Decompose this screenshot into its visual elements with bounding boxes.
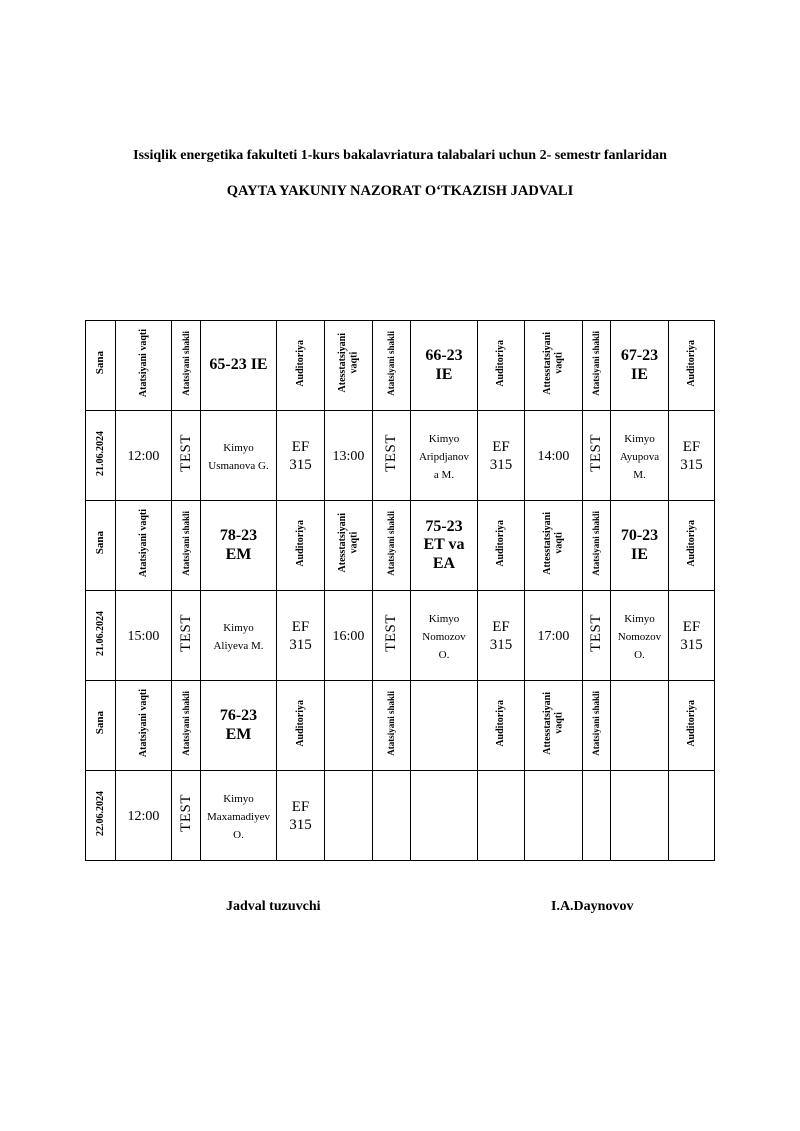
empty-cell [611,771,669,861]
group-header: 75-23 ET va EA [411,501,478,591]
time-cell: 13:00 [325,411,373,501]
room-header: Auditoriya [277,501,325,591]
form-header: Atatsiyani shakli [373,501,411,591]
empty-cell [478,771,525,861]
schedule-table [85,320,715,861]
group-header: 65-23 IE [201,321,277,411]
sana-header: Sana [86,501,116,591]
time-header: Attesstatsiyani vaqti [525,681,583,771]
group-header: 76-23 EM [201,681,277,771]
time-cell: 14:00 [525,411,583,501]
time-header: Atatsiyani vaqti [116,321,172,411]
form-cell: TEST [172,411,201,501]
room-cell: EF 315 [669,591,715,681]
room-header: Auditoriya [478,681,525,771]
empty-cell [411,771,478,861]
sana-header: Sana [86,321,116,411]
form-cell: TEST [583,591,611,681]
form-header: Atatsiyani shakli [172,501,201,591]
room-header: Auditoriya [277,681,325,771]
subject-cell: Kimyo Aripdjanov a M. [411,411,478,501]
date-cell: 21.06.2024 [86,591,116,681]
group-header: 67-23 IE [611,321,669,411]
group-header: 70-23 IE [611,501,669,591]
time-cell: 17:00 [525,591,583,681]
time-cell: 12:00 [116,411,172,501]
time-cell: 16:00 [325,591,373,681]
document-subtitle: QAYTA YAKUNIY NAZORAT O‘TKAZISH JADVALI [226,183,574,199]
time-header: Atesstatsiyani vaqti [325,501,373,591]
form-header: Atatsiyani shakli [583,321,611,411]
form-header: Atatsiyani shakli [583,501,611,591]
data-row [86,771,715,861]
form-cell: TEST [583,411,611,501]
empty-cell [411,681,478,771]
time-header: Atatsiyani vaqti [116,681,172,771]
data-row [86,411,715,501]
sana-header: Sana [86,681,116,771]
room-cell: EF 315 [478,591,525,681]
room-cell: EF 315 [669,411,715,501]
form-cell: TEST [373,591,411,681]
room-header: Auditoriya [669,681,715,771]
empty-cell [611,681,669,771]
time-header: Atatsiyani vaqti [116,501,172,591]
group-header: 66-23 IE [411,321,478,411]
room-cell: EF 315 [277,411,325,501]
subject-cell: Kimyo Aliyeva M. [201,591,277,681]
empty-cell [669,771,715,861]
empty-cell [583,771,611,861]
subject-cell: Kimyo Nomozov O. [611,591,669,681]
subject-cell: Kimyo Ayupova M. [611,411,669,501]
time-header: Atesstatsiyani vaqti [325,321,373,411]
form-cell: TEST [373,411,411,501]
room-cell: EF 315 [277,591,325,681]
form-header: Atatsiyani shakli [583,681,611,771]
document-title: Issiqlik energetika fakulteti 1-kurs bakalavriatura talabalari uchun 2- semestr fanlaridan [133,148,667,163]
date-cell: 22.06.2024 [86,771,116,861]
group-header: 78-23 EM [201,501,277,591]
form-cell: TEST [172,771,201,861]
empty-cell [325,681,373,771]
form-header: Atatsiyani shakli [172,681,201,771]
form-header: Atatsiyani shakli [373,681,411,771]
header-row [86,501,715,591]
empty-cell [525,771,583,861]
room-header: Auditoriya [277,321,325,411]
header-row [86,681,715,771]
date-cell: 21.06.2024 [86,411,116,501]
data-row [86,591,715,681]
subject-cell: Kimyo Maxamadiyev O. [201,771,277,861]
time-header: Attesstatsiyani vaqti [525,501,583,591]
subject-cell: Kimyo Usmanova G. [201,411,277,501]
header-row [86,321,715,411]
form-header: Atatsiyani shakli [373,321,411,411]
room-header: Auditoriya [669,321,715,411]
compiler-name: I.A.Daynovov [551,899,634,914]
time-header: Attesstatsiyani vaqti [525,321,583,411]
time-cell: 12:00 [116,771,172,861]
room-header: Auditoriya [478,321,525,411]
room-cell: EF 315 [277,771,325,861]
room-header: Auditoriya [669,501,715,591]
room-cell: EF 315 [478,411,525,501]
compiler-label: Jadval tuzuvchi [226,899,321,914]
subject-cell: Kimyo Nomozov O. [411,591,478,681]
form-header: Atatsiyani shakli [172,321,201,411]
form-cell: TEST [172,591,201,681]
empty-cell [325,771,373,861]
room-header: Auditoriya [478,501,525,591]
empty-cell [373,771,411,861]
time-cell: 15:00 [116,591,172,681]
